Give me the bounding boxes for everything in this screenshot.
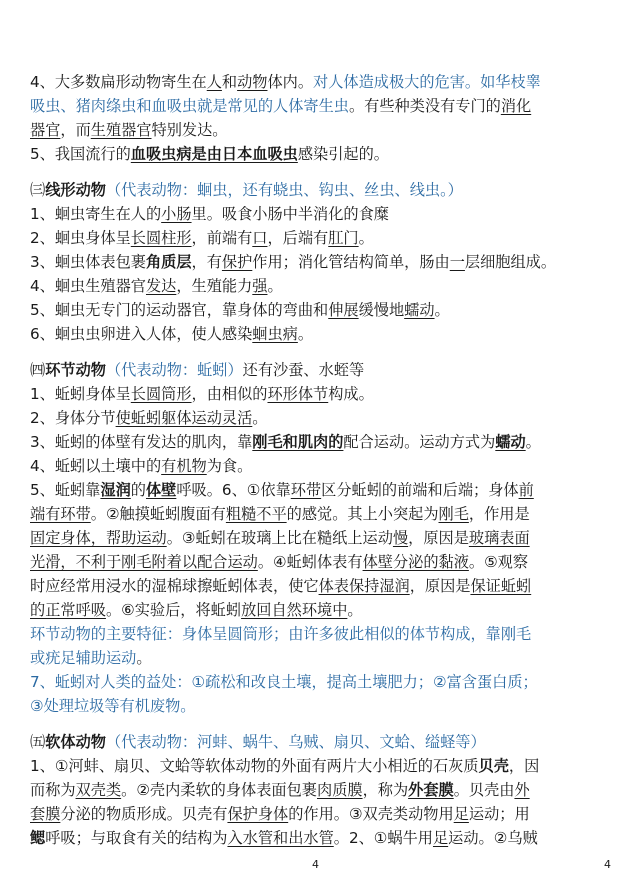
text-segment: 体壁 [145,481,177,499]
text-segment: 。贝壳由 [453,781,515,799]
text-segment: 动物 [237,73,268,91]
text-line [30,478,534,502]
text-segment: 4、蛔虫生殖器官 [30,277,146,295]
text-segment: 足 [453,805,469,823]
text-segment: 有机物 [161,457,207,475]
text-line [30,322,313,346]
text-segment: 口 [252,229,268,247]
text-segment: 运动；用 [468,805,530,823]
text-line [30,118,227,142]
text-segment: 环带 [290,481,322,499]
text-segment: 双壳类 [75,781,122,799]
text-segment: 3、蛔虫体表包裹 [30,253,146,271]
text-segment: 里。吸食小肠中半消化的食糜 [191,205,389,223]
text-segment: 放回自然环境中 [241,601,348,619]
text-segment: 5、蛔虫无专门的运动器官，靠身体的弯曲和 [30,301,329,319]
text-segment: 时应经常用浸水的湿棉球擦蚯蚓体表，使它 [30,577,319,595]
text-segment: 鳃 [30,829,46,847]
text-line [30,250,556,274]
text-segment: 2、身体分节 [30,409,116,427]
page-number-center: 4 [312,858,319,871]
text-segment: 4、大多数扁形动物寄生在 [30,73,207,91]
text-segment: 。 [267,277,283,295]
text-segment: 。⑤观察 [468,553,529,571]
text-segment: 的作用。③双壳类动物用 [288,805,454,823]
text-line [30,406,267,430]
text-line [30,274,283,298]
text-segment: 生殖器官 [90,121,152,139]
text-segment: 。 [434,301,450,319]
text-segment: （代表动物：蚯蚓） [105,361,243,379]
text-segment: 呼吸；与取食有关的结构为 [45,829,228,847]
text-segment: ③处理垃圾等有机废物。 [30,697,196,715]
text-segment: ，作用是 [468,505,530,523]
text-segment: ，生殖能力 [176,277,253,295]
text-segment: 长圆筒形 [130,385,192,403]
text-line [30,670,538,694]
text-segment: 2、蛔虫身体呈 [30,229,131,247]
text-segment: ㈣ [30,361,46,379]
text-segment: 足 [432,829,449,847]
text-line [30,142,389,166]
text-segment: 运动。②乌贼 [448,829,538,847]
text-segment: 保护身体 [227,805,289,823]
text-segment: 一 [449,253,465,271]
text-line [30,226,374,250]
text-segment: 缓慢地 [358,301,405,319]
text-segment: 环节动物的主要特征：身体呈圆筒形；由许多彼此相似的体节构成，靠刚毛 [30,625,532,643]
text-line [30,646,152,670]
text-segment: 。2、①蜗牛用 [333,829,433,847]
text-segment: 4、蚯蚓以土壤中的 [30,457,162,475]
text-segment: ，由相似的 [191,385,268,403]
page-number-right: 4 [604,858,611,871]
text-segment: 分泌的物质形成。贝壳有 [60,805,228,823]
text-segment: 为食。 [206,457,253,475]
text-segment: 体表保持湿润 [318,577,410,595]
text-segment: 。 [347,601,363,619]
text-segment: 蛔虫病 [252,325,298,343]
text-segment: （代表动物：河蚌、蜗牛、乌贼、扇贝、文蛤、缢蛏等） [105,733,486,751]
text-segment: 粗糙不平 [225,505,287,523]
text-segment: 特别发达。 [151,121,228,139]
text-line [30,550,528,574]
text-segment: 光滑，不利于刚毛附着以配合运动 [30,553,258,571]
text-segment: 吸虫、猪肉绦虫和血吸虫就是常见的人体寄生虫 [30,97,349,115]
text-segment: 发达 [145,277,177,295]
text-segment: 体壁分泌的黏液 [362,553,469,571]
text-line [30,202,389,226]
text-segment: 。 [525,433,541,451]
text-segment: 。有些种类没有专门的 [348,97,501,115]
text-segment: 刚毛和肌肉的 [252,433,344,451]
text-line [30,622,531,646]
text-segment: 角质层 [145,253,192,271]
text-segment: 套膜 [30,805,61,823]
text-segment: 和 [221,73,238,91]
text-segment: 而称为 [30,781,76,799]
text-segment: 还有沙蚕、水蛭等 [242,361,365,379]
text-segment: 1、①河蚌、扇贝、文蛤等软体动物的外面有两片大小相近的石灰质 [30,757,479,775]
text-segment: ，而 [60,121,91,139]
text-segment: 或疣足辅助运动 [30,649,137,667]
text-line [30,382,374,406]
text-segment: 强 [252,277,268,295]
text-segment: 软体动物 [45,733,106,751]
text-segment: 体内。 [267,73,314,91]
text-segment: 血吸虫病是由日本血吸虫 [130,145,298,163]
text-line [30,730,486,754]
text-segment: 固定身体，帮助运动 [30,529,167,547]
text-segment: 。③蚯蚓在玻璃上比在糙纸上运动 [166,529,393,547]
text-line [30,826,538,850]
text-line [30,454,252,478]
text-line [30,574,531,598]
text-segment: ，原因是 [408,529,469,547]
text-line [30,298,450,322]
text-segment: 蠕动 [404,301,435,319]
text-segment: 入水管和出水管 [227,829,334,847]
text-segment: 环形体节 [267,385,329,403]
text-segment: 3、蚯蚓的体壁有发达的肌肉，靠 [30,433,253,451]
text-segment: 保护 [221,253,253,271]
text-line [30,94,531,118]
text-segment: 小肠 [161,205,192,223]
text-segment: 呼吸。6、①依靠 [176,481,291,499]
text-segment: 5、蚯蚓靠 [30,481,101,499]
text-segment: 外 [514,781,530,799]
text-segment: 作用；消化管结构简单，肠由 [252,253,450,271]
text-segment: 伸展 [328,301,359,319]
text-segment: 人 [206,73,222,91]
text-line [30,430,541,454]
text-segment: 使蚯蚓躯体运动灵活 [115,409,253,427]
text-segment: 。 [136,649,152,667]
text-line [30,598,363,622]
text-segment: 端有环带 [30,505,91,523]
text-line [30,502,530,526]
text-line [30,778,530,802]
text-line [30,694,196,718]
text-segment: 。④蚯蚓体表有 [257,553,363,571]
text-segment: ㈢ [30,181,46,199]
text-segment: 。 [297,325,314,343]
text-segment: 肛门 [328,229,359,247]
text-segment: 消化 [500,97,532,115]
text-segment: 肉质膜 [317,781,363,799]
text-segment: 的 [130,481,146,499]
text-segment: 。②触摸蚯蚓腹面有 [90,505,226,523]
text-segment: ，后端有 [267,229,329,247]
text-segment: 的正常呼吸 [30,601,106,619]
text-segment: 线形动物 [45,181,106,199]
text-segment: 。②壳内柔软的身体表面包裹 [121,781,317,799]
text-segment: 5、我国流行的 [30,145,131,163]
text-segment: 1、蛔虫寄生在人的 [30,205,162,223]
text-segment: 对人体造成极大的危害。如华枝睾 [313,73,541,91]
text-segment: ，有 [191,253,222,271]
text-segment: 贝壳 [478,757,509,775]
text-segment: 感染引起的。 [297,145,389,163]
text-segment: ，原因是 [409,577,471,595]
text-segment: 长圆柱形 [130,229,192,247]
text-segment: ㈤ [30,733,46,751]
text-segment: 层细胞组成。 [464,253,557,271]
text-line [30,526,530,550]
text-segment: 玻璃表面 [468,529,530,547]
text-segment: 湿润 [100,481,131,499]
text-segment: ，前端有 [191,229,253,247]
text-segment: 区分蚯蚓的前端和后端；身体 [321,481,519,499]
text-segment: （代表动物：蛔虫，还有蛲虫、钩虫、丝虫、线虫。） [105,181,463,199]
text-segment: ，称为 [362,781,409,799]
text-segment: ，因 [508,757,540,775]
text-segment: 慢 [392,529,409,547]
text-line [30,802,530,826]
text-segment: 外套膜 [408,781,454,799]
text-line [30,178,463,202]
text-segment: 。 [252,409,268,427]
text-segment: 配合运动。运动方式为 [343,433,496,451]
text-line [30,754,539,778]
text-segment: 器官 [30,121,61,139]
text-segment: 1、蚯蚓身体呈 [30,385,131,403]
text-segment: 。⑥实验后，将蚯蚓 [105,601,242,619]
text-segment: 保证蚯蚓 [470,577,532,595]
text-segment: 6、蛔虫虫卵进入人体，使人感染 [30,325,253,343]
text-segment: 刚毛 [438,505,469,523]
text-segment: 。 [358,229,374,247]
text-segment: 7、蚯蚓对人类的益处：①疏松和改良土壤，提高土壤肥力；②富含蛋白质； [30,673,538,691]
text-segment: 环节动物 [45,361,106,379]
text-segment: 蠕动 [495,433,526,451]
text-line [30,70,541,94]
text-segment: 前 [518,481,534,499]
text-segment: 的感觉。其上小突起为 [286,505,439,523]
text-segment: 构成。 [328,385,374,403]
text-line [30,358,364,382]
